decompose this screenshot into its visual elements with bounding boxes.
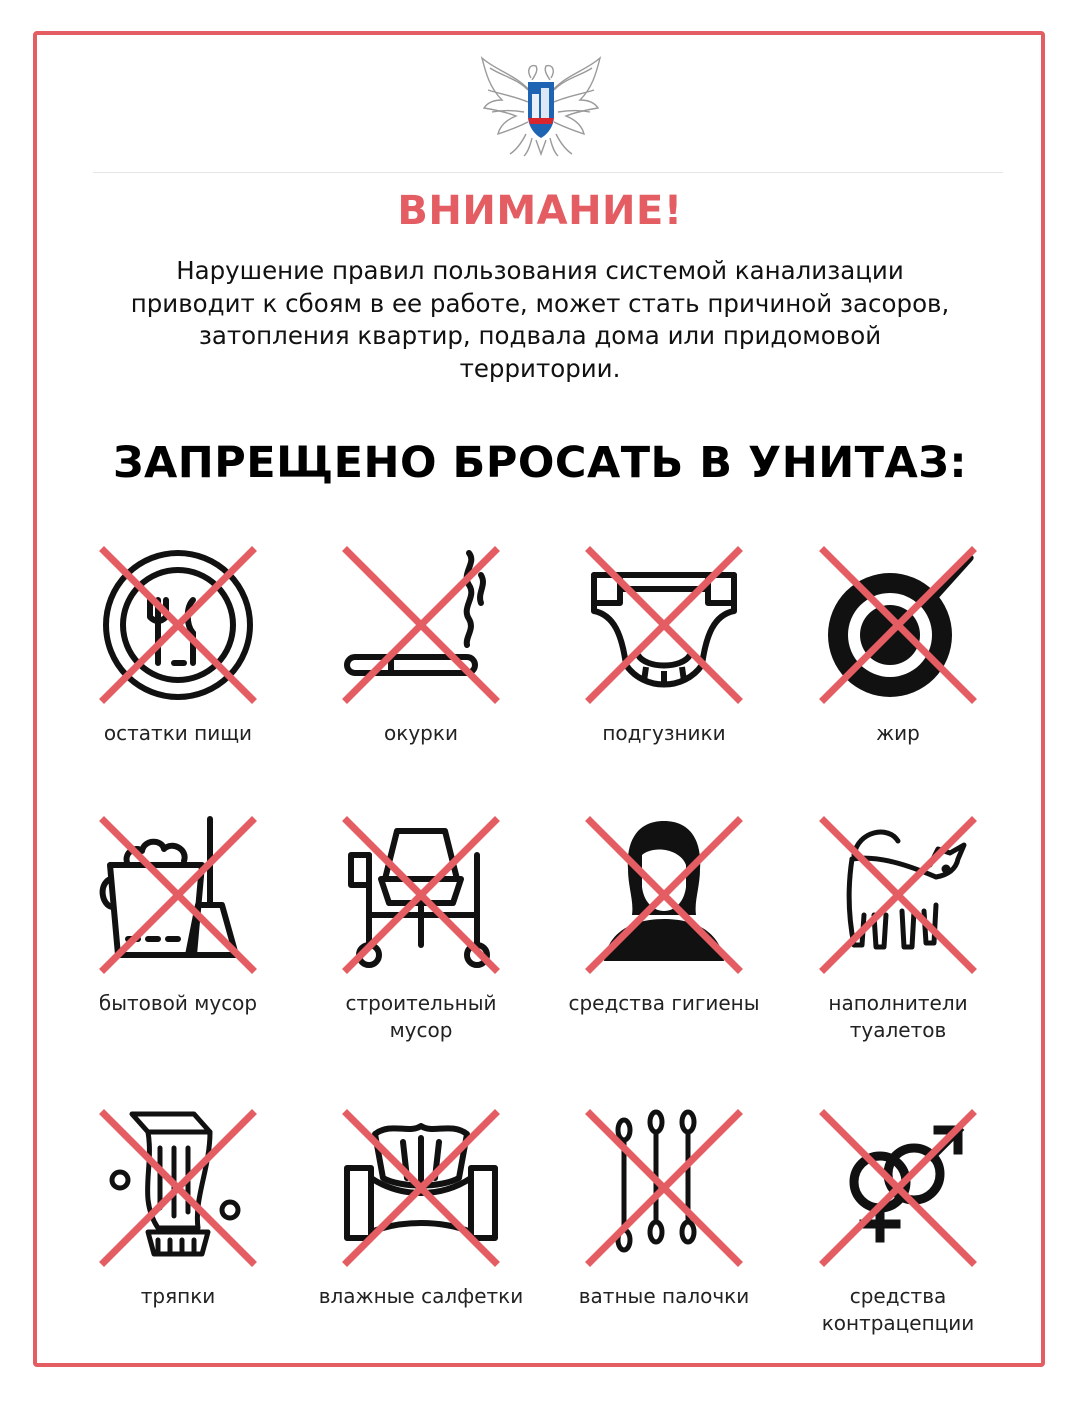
frying-pan-grease-icon [818, 545, 978, 705]
cotton-swabs-icon [584, 1108, 744, 1268]
header-divider [93, 172, 1003, 173]
wet-wipes-icon [341, 1108, 501, 1268]
hygiene-products-icon [584, 815, 744, 975]
cat-litter-icon [818, 815, 978, 975]
coat-of-arms-emblem [476, 54, 606, 158]
item-label: подгузники [602, 721, 726, 745]
item-label: средства гигиены [568, 991, 760, 1015]
item-label: окурки [384, 721, 458, 745]
item-label: наполнители туалетов [828, 991, 968, 1042]
intro-line: Нарушение правил пользования системой канализации [176, 256, 904, 285]
construction-debris-icon [341, 815, 501, 975]
intro-paragraph [70, 255, 1010, 385]
item-label: средства контрацепции [821, 1284, 975, 1335]
item-label: влажные салфетки [318, 1284, 524, 1308]
item-label: ватные палочки [578, 1284, 750, 1308]
cigarette-butt-icon [341, 545, 501, 705]
intro-line: затопления квартир, подвала дома или придомовой [198, 321, 882, 350]
rags-icon [98, 1108, 258, 1268]
item-label: строительный мусор [345, 991, 497, 1042]
item-label: остатки пищи [103, 721, 253, 745]
item-label: бытовой мусор [98, 991, 258, 1015]
household-waste-icon [98, 815, 258, 975]
food-leftovers-icon [98, 545, 258, 705]
intro-line: территории. [459, 353, 621, 383]
item-label: тряпки [140, 1284, 216, 1308]
prohibited-heading: ЗАПРЕЩЕНО БРОСАТЬ В УНИТАЗ: [112, 438, 968, 488]
attention-title: ВНИМАНИЕ! [397, 188, 683, 234]
contraceptives-icon [818, 1108, 978, 1268]
diaper-icon [584, 545, 744, 705]
item-label: жир [876, 721, 920, 745]
intro-line: приводит к сбоям в ее работе, может стать причиной засоров, [130, 288, 950, 318]
